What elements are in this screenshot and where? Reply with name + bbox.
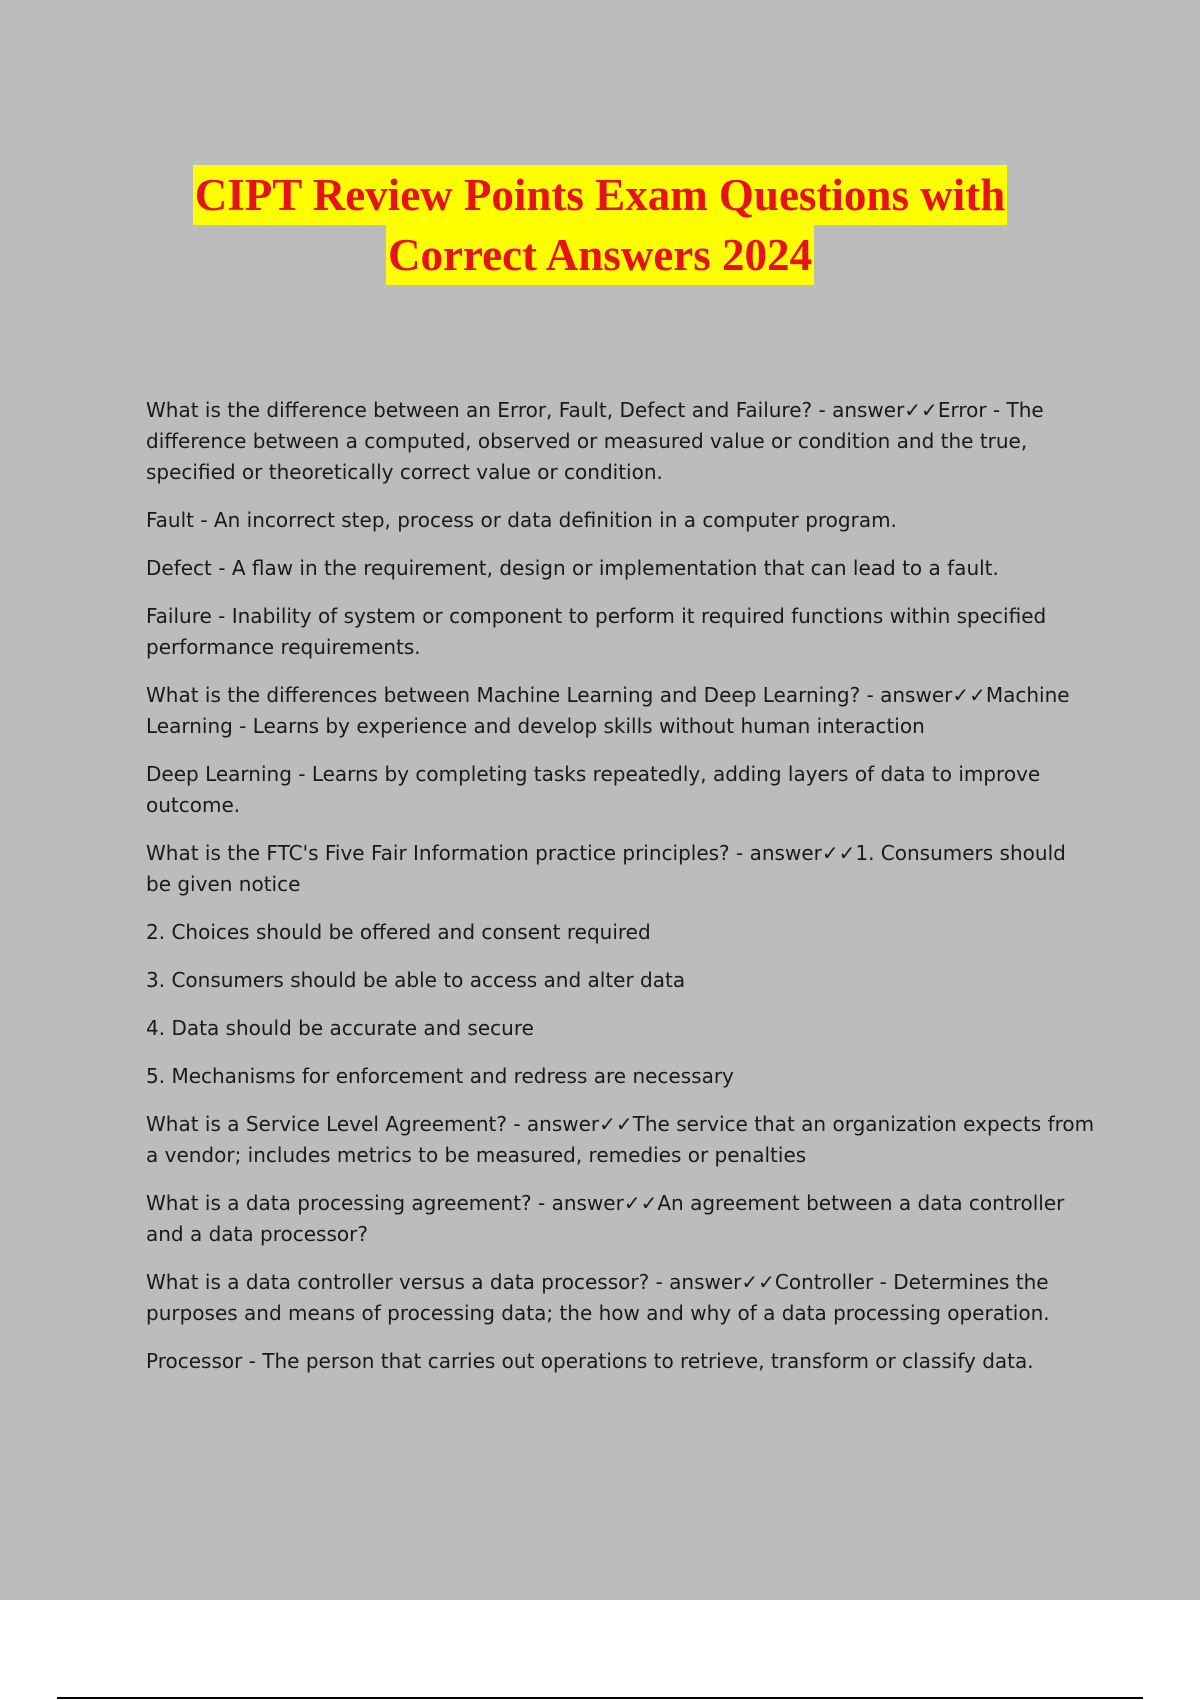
paragraph-failure: Failure - Inability of system or component to perform it required functions within specified performance requirements. xyxy=(146,604,1047,659)
paragraph-ftc-enforcement: 5. Mechanisms for enforcement and redress are necessary xyxy=(146,1064,734,1088)
document-body xyxy=(146,395,1096,1394)
document-title xyxy=(0,165,1200,285)
paragraph-processor: Processor - The person that carries out operations to retrieve, transform or classify data. xyxy=(146,1349,1034,1373)
paragraph-error-question: What is the difference between an Error, Fault, Defect and Failure? - answer✓✓Error - The difference between a computed, observed or measured value or condition and the true, specified or theoretically correct value or condition. xyxy=(146,398,1044,484)
paragraph-ml-question: What is the differences between Machine Learning and Deep Learning? - answer✓✓Machine Learning - Learns by experience and develop skills without human interaction xyxy=(146,683,1070,738)
paragraph-ftc-accuracy: 4. Data should be accurate and secure xyxy=(146,1016,534,1040)
paragraph-ftc-question: What is the FTC's Five Fair Information practice principles? - answer✓✓1. Consumers should be given notice xyxy=(146,841,1066,896)
paragraph-ftc-access: 3. Consumers should be able to access and alter data xyxy=(146,968,686,992)
footer-divider xyxy=(57,1697,1143,1699)
paragraph-sla-question: What is a Service Level Agreement? - answer✓✓The service that an organization expects from a vendor; includes metrics to be measured, remedies or penalties xyxy=(146,1112,1095,1167)
paragraph-deep-learning: Deep Learning - Learns by completing tasks repeatedly, adding layers of data to improve outcome. xyxy=(146,762,1041,817)
title-line-1: CIPT Review Points Exam Questions with xyxy=(193,165,1007,225)
paragraph-dpa-question: What is a data processing agreement? - answer✓✓An agreement between a data controller and a data processor? xyxy=(146,1191,1065,1246)
paragraph-controller-question: What is a data controller versus a data processor? - answer✓✓Controller - Determines the purposes and means of processing data; the how and why of a data processing operation. xyxy=(146,1270,1050,1325)
paragraph-defect: Defect - A flaw in the requirement, design or implementation that can lead to a fault. xyxy=(146,556,999,580)
title-line-2: Correct Answers 2024 xyxy=(386,225,814,285)
paragraph-fault: Fault - An incorrect step, process or data definition in a computer program. xyxy=(146,508,897,532)
paragraph-ftc-choices: 2. Choices should be offered and consent required xyxy=(146,920,651,944)
